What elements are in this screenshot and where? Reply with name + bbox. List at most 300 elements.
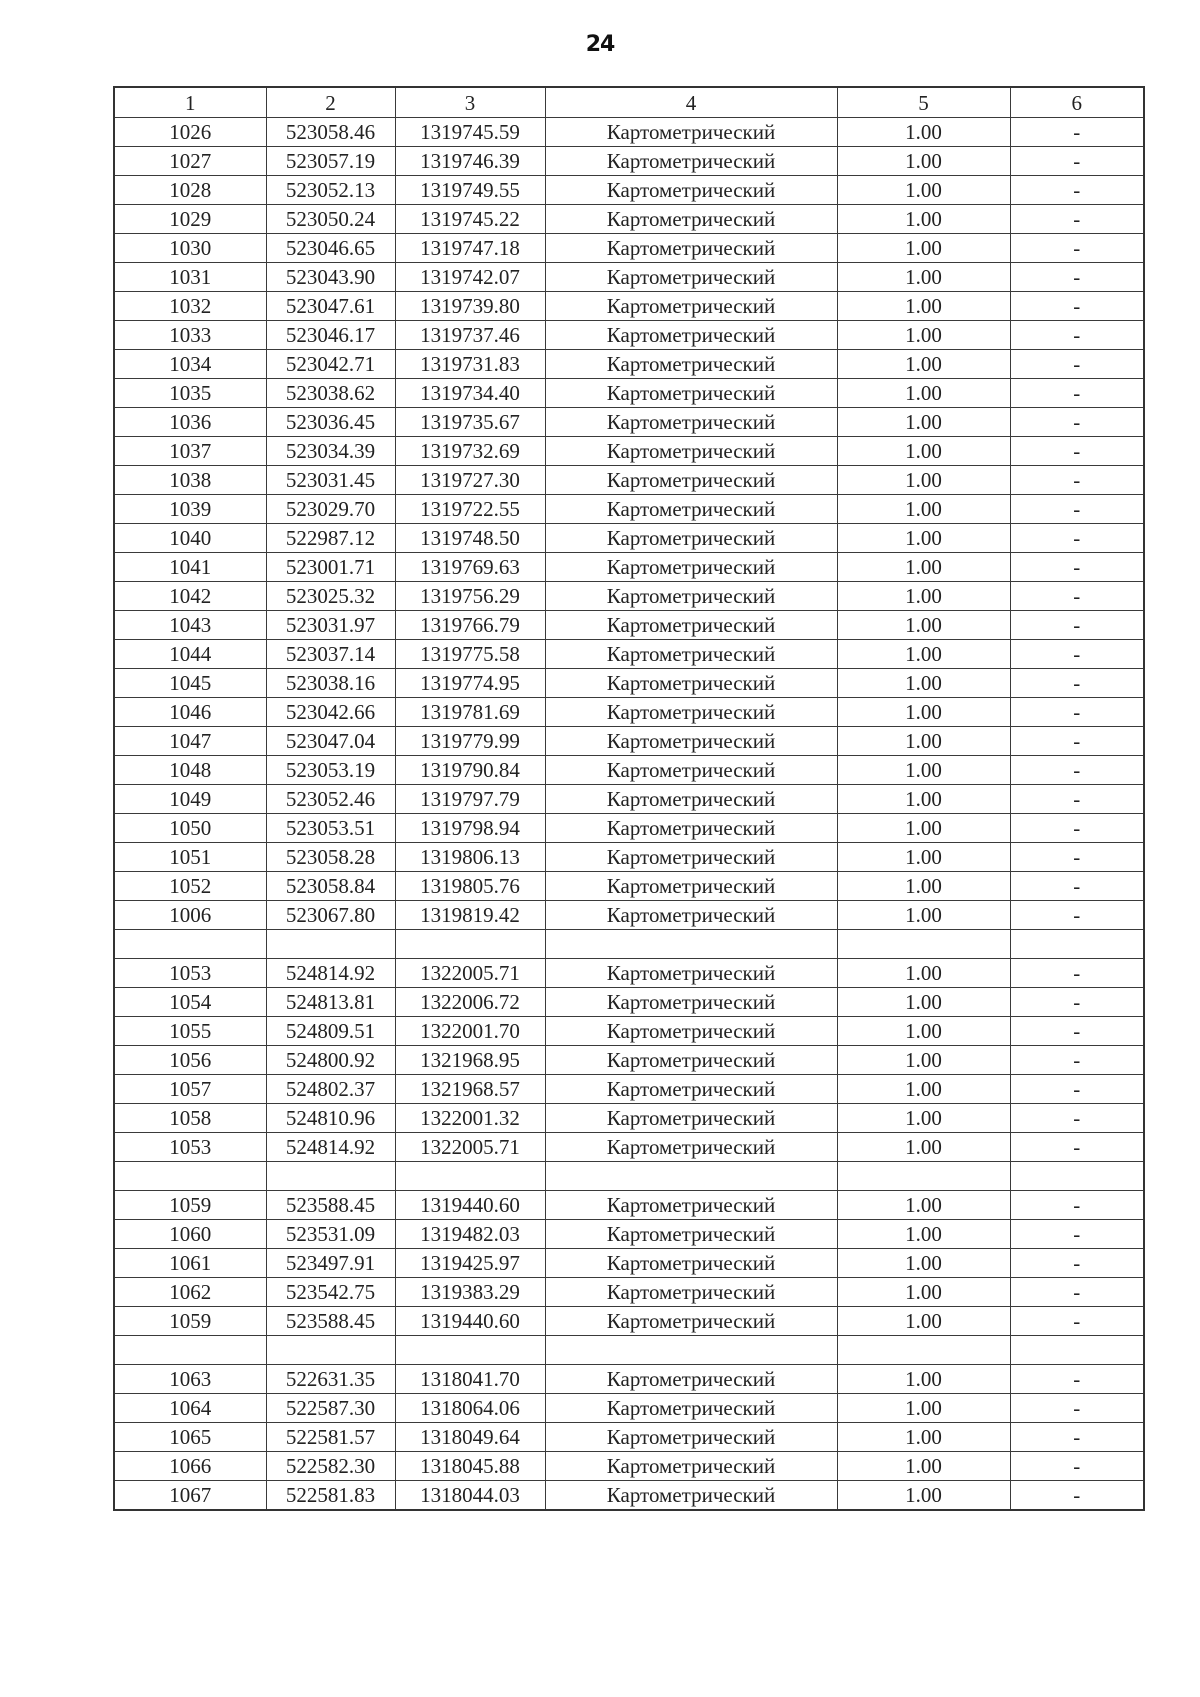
table-cell: Картометрический [545,1481,837,1511]
table-cell: 1319732.69 [395,437,545,466]
table-row [114,1220,1144,1249]
table-cell: - [1010,1452,1144,1481]
table-row [114,321,1144,350]
table-cell: 1052 [114,872,266,901]
table-cell: 523050.24 [266,205,395,234]
table-cell: 523053.51 [266,814,395,843]
table-row [114,495,1144,524]
table-row [114,698,1144,727]
table-cell: 1.00 [837,408,1010,437]
table-cell: Картометрический [545,118,837,147]
table-cell: 523036.45 [266,408,395,437]
table-cell: 1321968.57 [395,1075,545,1104]
table-cell: 1.00 [837,582,1010,611]
table-cell: - [1010,495,1144,524]
table-cell: 1319739.80 [395,292,545,321]
table-cell: 1.00 [837,611,1010,640]
table-cell: Картометрический [545,1307,837,1336]
table-cell: Картометрический [545,437,837,466]
table-cell: 1056 [114,1046,266,1075]
table-cell: 1319727.30 [395,466,545,495]
table-row [114,1133,1144,1162]
table-separator-row [114,930,1144,959]
table-row [114,1481,1144,1511]
table-cell: - [1010,1249,1144,1278]
table-row [114,118,1144,147]
table-cell: 1.00 [837,698,1010,727]
table-cell: 1.00 [837,814,1010,843]
table-cell: 1047 [114,727,266,756]
table-cell: 1319731.83 [395,350,545,379]
table-cell: 1035 [114,379,266,408]
table-row [114,292,1144,321]
table-cell: 1028 [114,176,266,205]
table-cell: 1065 [114,1423,266,1452]
table-cell [1010,1162,1144,1191]
table-cell: 1027 [114,147,266,176]
table-cell: - [1010,524,1144,553]
table-cell [114,1162,266,1191]
table-cell: Картометрический [545,1249,837,1278]
table-cell: 523025.32 [266,582,395,611]
table-cell: 1.00 [837,524,1010,553]
table-body [114,87,1144,1510]
table-cell: 1.00 [837,669,1010,698]
table-cell: 523042.66 [266,698,395,727]
table-cell: 1.00 [837,1452,1010,1481]
table-cell: Картометрический [545,1365,837,1394]
table-cell: 1319745.59 [395,118,545,147]
table-cell: 523038.62 [266,379,395,408]
table-cell: 1319747.18 [395,234,545,263]
table-row [114,263,1144,292]
table-cell: Картометрический [545,379,837,408]
table-cell: 1319735.67 [395,408,545,437]
table-cell [395,930,545,959]
table-cell: Картометрический [545,1423,837,1452]
table-cell: 1.00 [837,147,1010,176]
table-cell: Картометрический [545,1394,837,1423]
table-cell: 523531.09 [266,1220,395,1249]
table-cell: - [1010,1278,1144,1307]
table-cell: 523497.91 [266,1249,395,1278]
table-row [114,756,1144,785]
table-cell: 523034.39 [266,437,395,466]
table-cell: 1319779.99 [395,727,545,756]
table-cell: Картометрический [545,1017,837,1046]
table-cell: 1318041.70 [395,1365,545,1394]
header-cell: 3 [395,87,545,118]
table-cell: Картометрический [545,408,837,437]
table-cell: 1.00 [837,1307,1010,1336]
table-cell: 1322005.71 [395,1133,545,1162]
table-cell: 1319737.46 [395,321,545,350]
table-cell: 1037 [114,437,266,466]
table-cell: - [1010,698,1144,727]
table-cell: 523042.71 [266,350,395,379]
table-row [114,147,1144,176]
table-cell: 1319798.94 [395,814,545,843]
table-cell: 1318064.06 [395,1394,545,1423]
table-cell: Картометрический [545,321,837,350]
table-cell: 1322005.71 [395,959,545,988]
table-cell: 1050 [114,814,266,843]
table-cell: 523052.13 [266,176,395,205]
table-row [114,988,1144,1017]
table-cell: - [1010,1017,1144,1046]
table-cell: 523043.90 [266,263,395,292]
table-cell: Картометрический [545,1133,837,1162]
table-cell: 1.00 [837,350,1010,379]
table-cell [545,1336,837,1365]
table-cell: 1.00 [837,321,1010,350]
table-cell: 1061 [114,1249,266,1278]
table-row [114,1307,1144,1336]
table-cell: Картометрический [545,756,837,785]
table-cell: 1319766.79 [395,611,545,640]
table-cell: - [1010,234,1144,263]
table-cell: - [1010,176,1144,205]
table-row [114,1452,1144,1481]
table-row [114,727,1144,756]
table-cell: 1051 [114,843,266,872]
table-cell: 1.00 [837,727,1010,756]
table-cell: - [1010,466,1144,495]
table-cell: 1.00 [837,1046,1010,1075]
table-cell: 1319797.79 [395,785,545,814]
table-cell: 1318049.64 [395,1423,545,1452]
table-cell: Картометрический [545,553,837,582]
table-row [114,843,1144,872]
table-cell: 1044 [114,640,266,669]
table-cell: - [1010,1133,1144,1162]
table-cell: 524809.51 [266,1017,395,1046]
table-cell: 1319819.42 [395,901,545,930]
table-row [114,205,1144,234]
table-cell: 522631.35 [266,1365,395,1394]
table-cell: Картометрический [545,495,837,524]
table-cell: 1045 [114,669,266,698]
table-cell: 523053.19 [266,756,395,785]
table-cell: 524814.92 [266,1133,395,1162]
table-cell: 1.00 [837,901,1010,930]
table-cell: 1.00 [837,1220,1010,1249]
table-cell: 1049 [114,785,266,814]
table-cell: 1.00 [837,1133,1010,1162]
table-cell: - [1010,292,1144,321]
table-cell: 1064 [114,1394,266,1423]
table-cell: 524814.92 [266,959,395,988]
table-row [114,1278,1144,1307]
table-cell: - [1010,959,1144,988]
table-cell: Картометрический [545,263,837,292]
table-cell: Картометрический [545,959,837,988]
table-cell: 1032 [114,292,266,321]
table-cell: 522581.57 [266,1423,395,1452]
table-cell: - [1010,843,1144,872]
table-cell: - [1010,1481,1144,1511]
table-cell: - [1010,1423,1144,1452]
table-row [114,640,1144,669]
table-cell: Картометрический [545,669,837,698]
table-cell: - [1010,379,1144,408]
table-cell: 1.00 [837,292,1010,321]
table-cell: 1029 [114,205,266,234]
table-header-row [114,87,1144,118]
table-cell: - [1010,147,1144,176]
table-cell: - [1010,669,1144,698]
table-cell: - [1010,1191,1144,1220]
table-cell: 1.00 [837,872,1010,901]
table-cell: 522987.12 [266,524,395,553]
table-row [114,524,1144,553]
table-row [114,669,1144,698]
table-cell: 1319440.60 [395,1191,545,1220]
table-cell: - [1010,205,1144,234]
table-cell: 1319748.50 [395,524,545,553]
table-cell: 1043 [114,611,266,640]
table-cell: 1321968.95 [395,1046,545,1075]
table-cell: 1.00 [837,1249,1010,1278]
table-cell: 1038 [114,466,266,495]
table-cell: 1053 [114,959,266,988]
table-cell: Картометрический [545,582,837,611]
table-cell: 1033 [114,321,266,350]
table-row [114,234,1144,263]
table-cell: 1.00 [837,1423,1010,1452]
table-cell: 1066 [114,1452,266,1481]
table-cell [545,1162,837,1191]
page-number: 24 [585,32,615,57]
table-cell: 1.00 [837,1104,1010,1133]
table-cell: 1.00 [837,1017,1010,1046]
table-cell: - [1010,872,1144,901]
table-cell: 1322001.32 [395,1104,545,1133]
header-cell: 4 [545,87,837,118]
table-cell: 1319769.63 [395,553,545,582]
table-cell [1010,1336,1144,1365]
table-cell: 1059 [114,1307,266,1336]
table-cell: 1006 [114,901,266,930]
table-row [114,1046,1144,1075]
table-cell [837,930,1010,959]
table-cell [266,1162,395,1191]
table-cell: 523057.19 [266,147,395,176]
table-row [114,959,1144,988]
table-cell: 524810.96 [266,1104,395,1133]
table-cell: - [1010,1307,1144,1336]
table-row [114,176,1144,205]
table-cell: 1067 [114,1481,266,1511]
table-cell: 1.00 [837,1481,1010,1511]
table-row [114,437,1144,466]
table-cell: 522587.30 [266,1394,395,1423]
table-cell: 1.00 [837,785,1010,814]
header-cell: 1 [114,87,266,118]
table-cell: 523067.80 [266,901,395,930]
table-cell [266,930,395,959]
table-cell: 1031 [114,263,266,292]
table-cell: - [1010,1394,1144,1423]
table-cell: 1322006.72 [395,988,545,1017]
table-cell: 523046.65 [266,234,395,263]
table-cell: Картометрический [545,466,837,495]
table-cell: 1057 [114,1075,266,1104]
table-cell: Картометрический [545,1278,837,1307]
table-cell: Картометрический [545,234,837,263]
table-cell: 1319440.60 [395,1307,545,1336]
table-cell: 1.00 [837,640,1010,669]
table-cell: 523047.61 [266,292,395,321]
table-cell: 1039 [114,495,266,524]
table-cell: 1059 [114,1191,266,1220]
table-cell: 1055 [114,1017,266,1046]
table-cell: 1030 [114,234,266,263]
table-cell: 522581.83 [266,1481,395,1511]
table-cell: 1.00 [837,176,1010,205]
table-separator-row [114,1336,1144,1365]
table-cell: 1.00 [837,1278,1010,1307]
table-cell: 524800.92 [266,1046,395,1075]
table-cell: Картометрический [545,872,837,901]
table-row [114,814,1144,843]
table-cell: 1319742.07 [395,263,545,292]
table-cell: Картометрический [545,292,837,321]
table-row [114,466,1144,495]
table-cell: 1.00 [837,437,1010,466]
table-row [114,872,1144,901]
table-cell: 1.00 [837,495,1010,524]
table-cell: 523031.45 [266,466,395,495]
table-cell: 1.00 [837,988,1010,1017]
table-cell: 523047.04 [266,727,395,756]
table-row [114,611,1144,640]
table-row [114,785,1144,814]
table-cell: 1319790.84 [395,756,545,785]
table-cell: 1041 [114,553,266,582]
table-row [114,1104,1144,1133]
table-cell: Картометрический [545,698,837,727]
table-cell: 1319749.55 [395,176,545,205]
table-cell: 1319425.97 [395,1249,545,1278]
table-cell: 1053 [114,1133,266,1162]
table-cell: 524802.37 [266,1075,395,1104]
table-cell: - [1010,437,1144,466]
table-cell: 522582.30 [266,1452,395,1481]
table-cell: - [1010,785,1144,814]
table-cell: - [1010,408,1144,437]
table-cell: Картометрический [545,785,837,814]
table-row [114,379,1144,408]
table-cell: Картометрический [545,1220,837,1249]
table-row [114,1075,1144,1104]
table-cell: 1319774.95 [395,669,545,698]
table-cell: 1.00 [837,1365,1010,1394]
table-cell: 1.00 [837,379,1010,408]
header-cell: 5 [837,87,1010,118]
table-cell: 1.00 [837,118,1010,147]
table-row [114,901,1144,930]
table-cell: 523029.70 [266,495,395,524]
table-cell: 1319482.03 [395,1220,545,1249]
table-cell: - [1010,727,1144,756]
table-cell: 1058 [114,1104,266,1133]
table-cell: 1319756.29 [395,582,545,611]
table-cell: Картометрический [545,1046,837,1075]
table-row [114,408,1144,437]
table-cell [545,930,837,959]
table-cell: 524813.81 [266,988,395,1017]
table-cell: Картометрический [545,1452,837,1481]
table-row [114,582,1144,611]
table-cell: - [1010,582,1144,611]
table-cell [114,930,266,959]
table-cell: 1.00 [837,1075,1010,1104]
header-cell: 2 [266,87,395,118]
table-cell: 1.00 [837,1191,1010,1220]
table-cell: - [1010,1104,1144,1133]
table-cell: 1319781.69 [395,698,545,727]
table-cell: 1.00 [837,756,1010,785]
table-cell: 1040 [114,524,266,553]
table-cell [837,1162,1010,1191]
table-cell: Картометрический [545,988,837,1017]
table-cell: 1046 [114,698,266,727]
table-cell: Картометрический [545,176,837,205]
table-cell: 523058.84 [266,872,395,901]
table-cell: 1.00 [837,843,1010,872]
table-cell: - [1010,321,1144,350]
table-cell: 1319722.55 [395,495,545,524]
table-cell: 1322001.70 [395,1017,545,1046]
table-cell: 1026 [114,118,266,147]
table-row [114,1017,1144,1046]
table-row [114,350,1144,379]
table-cell: - [1010,1365,1144,1394]
table-cell: 1042 [114,582,266,611]
table-cell: 523001.71 [266,553,395,582]
table-cell: 1.00 [837,1394,1010,1423]
table-cell: - [1010,1046,1144,1075]
table-cell: 1319734.40 [395,379,545,408]
table-cell: 1.00 [837,959,1010,988]
table-cell: 1.00 [837,553,1010,582]
table-cell: 523058.46 [266,118,395,147]
table-cell: - [1010,988,1144,1017]
table-cell: 1036 [114,408,266,437]
coordinates-table [113,86,1145,1511]
table-cell: 523542.75 [266,1278,395,1307]
table-cell: 1063 [114,1365,266,1394]
table-cell: 523052.46 [266,785,395,814]
table-cell [395,1336,545,1365]
header-cell: 6 [1010,87,1144,118]
table-cell: 1060 [114,1220,266,1249]
table-cell: 523046.17 [266,321,395,350]
table-cell: 1.00 [837,466,1010,495]
table-cell: 523588.45 [266,1307,395,1336]
table-cell: 1319746.39 [395,147,545,176]
table-cell: - [1010,1220,1144,1249]
table-cell: - [1010,118,1144,147]
table-cell: - [1010,814,1144,843]
table-cell: - [1010,553,1144,582]
table-cell: Картометрический [545,843,837,872]
table-row [114,1423,1144,1452]
table-cell: 1319805.76 [395,872,545,901]
table-cell: Картометрический [545,524,837,553]
table-cell: 1319745.22 [395,205,545,234]
